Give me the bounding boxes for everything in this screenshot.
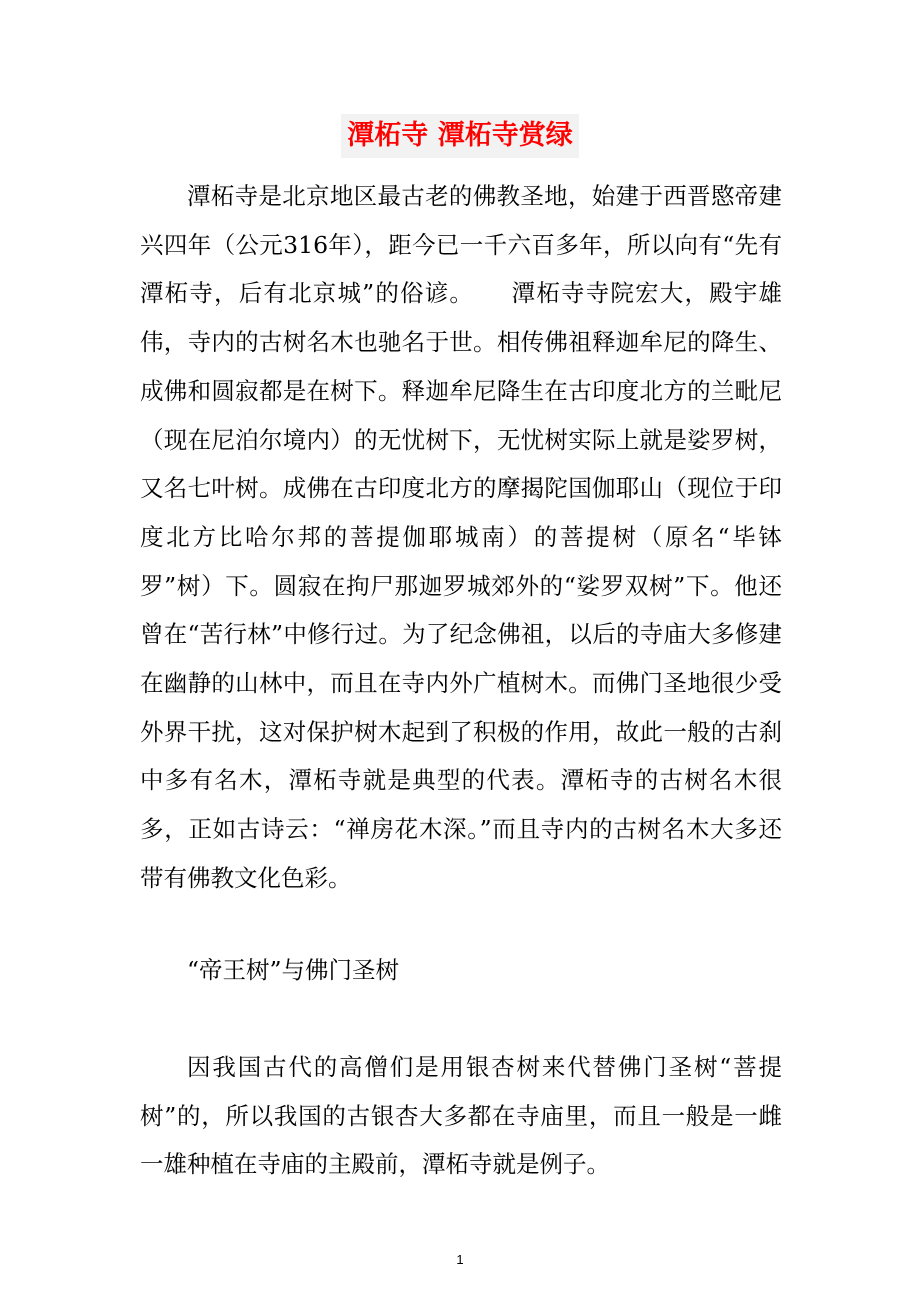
section-heading: “帝王树”与佛门圣树 xyxy=(187,956,400,984)
body-paragraph-1: 潭柘寺是北京地区最古老的佛教圣地，始建于西晋愍帝建兴四年（公元316年），距今已一千六百多年，所以向有“先有潭柘寺，后有北京城”的俗谚。 潭柘寺寺院宏大，殿宇雄伟，寺内的古树名木也驰名于世。相传佛祖释迦牟尼的降生、成佛和圆寂都是在树下。释迦牟尼降生在古印度北方的兰毗尼（现在尼泊尔境内）的无忧树下，无忧树实际上就是娑罗树，又名七叶树。成佛在古印度北方的摩揭陀国伽耶山（现位于印度北方比哈尔邦的菩提伽耶城南）的菩提树（原名“毕钵罗”树）下。圆寂在拘尸那迦罗城郊外的“娑罗双树”下。他还曾在“苦行林”中修行过。为了纪念佛祖，以后的寺庙大多修建在幽静的山林中，而且在寺内外广植树木。而佛门圣地很少受外界干扰，这对保护树木起到了积极的作用，故此一般的古刹中多有名木，潭柘寺就是典型的代表。潭柘寺的古树名木很多，正如古诗云：“禅房花木深。”而且寺内的古树名木大多还带有佛教文化色彩。 xyxy=(140,182,782,892)
page-number: 1 xyxy=(456,1252,464,1267)
body-paragraph-2: 因我国古代的高僧们是用银杏树来代替佛门圣树“菩提树”的，所以我国的古银杏大多都在寺庙里，而且一般是一雌一雄种植在寺庙的主殿前，潭柘寺就是例子。 xyxy=(140,1053,782,1179)
document-title: 潭柘寺 潭柘寺赏绿 xyxy=(341,114,578,158)
document-title-block xyxy=(0,114,920,158)
